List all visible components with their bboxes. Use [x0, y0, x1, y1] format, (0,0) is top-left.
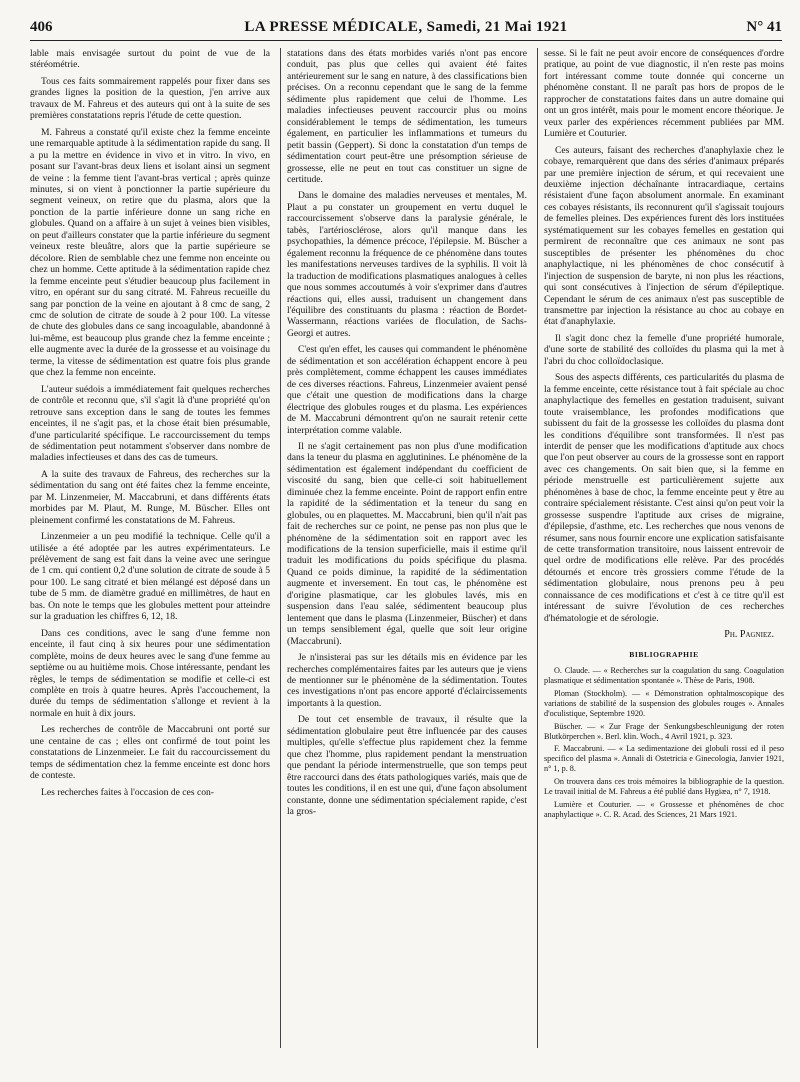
- bibliography-reference: Lumière et Couturier. — « Grossesse et phénomènes de choc anaphylactique ». C. R. Acad. des Sciences, 21 Mars 1921.: [544, 799, 784, 819]
- author-signature: Ph. Pagniez.: [724, 629, 774, 641]
- bibliography-reference: Ploman (Stockholm). — « Démonstration ophtalmoscopique des variations de stabilité de la suspension des globules rouges ». Annales d'oculistique, Septembre 1920.: [544, 688, 784, 718]
- page-header: [30, 18, 782, 41]
- paragraph: Linzenmeier a un peu modifié la technique. Celle qu'il a utilisée a été adoptée par les autres expérimentateurs. Le prélèvement de sang est fait dans la veine avec une seringue de 1 cm. qui contient 0,2 d'une solution de citrate de soude à 5 pour 100. Le sang citraté et bien mélangé est déposé dans un tube de 5 mm. de diamètre gradué en millimètres, de haut en bas. On note le temps que les globules mettent pour atteindre sur la graduation les chiffres 6, 12, 18.: [30, 531, 270, 623]
- paragraph: L'auteur suédois a immédiatement fait quelques recherches de contrôle et reconnu que, s'il s'agit là d'une propriété qu'on retrouve sans exception dans le sang de toutes les femmes enceintes, il ne s'agit pas, et la chose était bien présumable, d'une particularité spécifique. Le raccourcissement du temps de sédimentation peut notamment s'observer dans nombre de maladies infectieuses et dans des cas de tumeurs.: [30, 383, 270, 464]
- text-column-left: [30, 48, 270, 1078]
- page-number: 406: [30, 19, 53, 35]
- bibliography-heading: BIBLIOGRAPHIE: [629, 649, 699, 659]
- paragraph: M. Fahreus a constaté qu'il existe chez la femme enceinte une remarquable aptitude à la sédimentation rapide du sang. Il a pu la mettre en évidence in vivo et in vitro. In vivo, en posant sur l'avant-bras deux liens et isolant ainsi un segment de veine : la femme tient l'avant-bras vertical ; après quinze minutes, si on vient à ponctionner la partie supérieure du segment veineux, on retire que du plasma, alors que la ponction de la partie inférieure donne un sang riche en globules. Quand on a affaire à un sujet à veines bien visibles, on peut d'ailleurs constater que la partie inférieure du segment veineux reste bleuâtre, alors que la partie supérieure se décolore. Rien de semblable chez une femme non enceinte ou chez un homme. Cette aptitude à la sédimentation rapide chez la femme enceinte peut s'étudier beaucoup plus facilement in vitro, en opérant sur du sang citraté. M. Fahreus recueille du sang par ponction de la veine en ajoutant à 8 cmc de sang, 2 cmc de solution de citrate de soude à 2 pour 100. La vitesse de chute des globules dans ce sang incoagulable, abandonné à lui-même, est beaucoup plus grande chez la femme enceinte ; elle augmente avec la durée de la grossesse et au voisinage du terme, la vitesse de sédimentation est quatre fois plus grande que chez la femme non enceinte.: [30, 126, 270, 379]
- paragraph: Il ne s'agit certainement pas non plus d'une modification dans la teneur du plasma en agglutinines. Le phénomène de la sédimentation est également indépendant du coefficient de viscosité du sang, bien que celle-ci soit habituellement diminuée chez la femme enceinte. Point de rapport enfin entre la rapidité de la sédimentation et la teneur du sang en globules, ou en plaquettes. M. Maccabruni, bien qu'il n'ait pas fait de recherches sur ce point, ne pense pas non plus que le phénomène de la sédimentation soit en rapport avec les modifications de la tension superficielle, mais il estime qu'il traduit les modifications du poids spécifique du plasma. Quand ce poids diminue, la rapidité de la sédimentation augmente et inversement. En tout cas, le phénomène est d'origine plasmatique, car les globules lavés, mis en suspension dans l'eau salée, sédimentent beaucoup plus lentement que dans le plasma (Linzenmeier, Büscher) et dans un temps sensiblement égal, quelle que soit leur origine (Maccabruni).: [287, 440, 527, 647]
- bibliography-reference: O. Claude. — « Recherches sur la coagulation du sang. Coagulation plasmatique et sédimentation spontanée ». Thèse de Paris, 1908.: [544, 666, 784, 686]
- text-column-middle: [287, 48, 527, 1078]
- paragraph: Dans ces conditions, avec le sang d'une femme non enceinte, il faut cinq à six heures pour une sédimentation complète, moins de deux heures avec le sang d'une femme au septième ou au huitième mois. Chose intéressante, pendant les règles, le temps de sédimentation se modifie et celle-ci est complète en trois à quatre heures. Après l'accouchement, la durée du temps de sédimentation s'allonge et revient à la normale en huit à dix jours.: [30, 627, 270, 719]
- paragraph: Dans le domaine des maladies nerveuses et mentales, M. Plaut a pu constater un groupement en vertu duquel le raccourcissement s'observe dans la paralysie générale, le tabès, l'artériosclérose, alors qu'il manque dans les psychopathies, la démence précoce, l'épilepsie. M. Büscher a également reconnu la fréquence de ce phénomène dans toutes les manifestations nerveuses tardives de la syphilis. Il voit là la traduction de modifications plasmatiques analogues à celles que nous sommes accoutumés à voir s'exprimer dans d'autres réactions qui, elles aussi, traduisent un changement dans l'équilibre des constituants du plasma : réaction de Bordet-Wassermann, réactions variées de floculation, de Sachs-Georgi et autres.: [287, 190, 527, 339]
- paragraph: Je n'insisterai pas sur les détails mis en évidence par les recherches complémentaires faites par les auteurs que je viens de mentionner sur le phénomène de la sédimentation. Toutes ces investigations n'ont pas encore apporté d'éclaircissements importants à la question.: [287, 652, 527, 709]
- paragraph: Les recherches faites à l'occasion de ces con-: [41, 786, 214, 798]
- column-divider: [280, 48, 281, 1048]
- paragraph: sesse. Si le fait ne peut avoir encore de conséquences d'ordre pratique, au point de vue diagnostic, il n'en reste pas moins fort intéressant comme toute donnée qui concerne un phénomène constant. Il ne paraît pas hors de propos de le rapprocher de constatations faites dans un autre domaine qui ont un gros intérêt, mais pour le moment encore théorique. Je veux parler des expériences récemment publiées par MM. Lumière et Couturier.: [544, 48, 784, 140]
- bibliography-reference: Büscher. — « Zur Frage der Senkungsbeschleunigung der roten Blutkörperchen ». Berl. klin. Woch., 4 Avril 1921, p. 323.: [544, 721, 784, 741]
- paragraph: De tout cet ensemble de travaux, il résulte que la sédimentation globulaire peut être influencée par des causes multiples, qu'elle s'effectue plus rapidement chez la femme que chez l'homme, plus rapidement pendant la menstruation que pendant la période intermenstruelle, que son temps peut être raccourci dans des états pathologiques variés, mais que de toutes les conditions, il en est une qui, d'une façon absolument constante, donne une sédimentation spécialement rapide, c'est la gros-: [287, 714, 527, 817]
- paragraph: statations dans des états morbides variés n'ont pas encore conduit, pas plus que celles qui avaient été faites antérieurement sur le sang en nature, à des classifications bien précises. On a reconnu cependant que le sang de la femme sédimente plus rapidement que celui de l'homme. Les maladies infectieuses peuvent raccourcir plus ou moins considérablement le temps de sédimentation, les tumeurs également, en particulier les inflammations et tumeurs du petit bassin (Geppert). Si donc la constatation d'un temps de sédimentation court peut-être une présomption sérieuse de grossesse, elle ne peut en tout cas constituer un signe de certitude.: [287, 48, 527, 185]
- paragraph: lable mais envisagée surtout du point de vue de la stéréométrie.: [30, 48, 270, 71]
- journal-title: LA PRESSE MÉDICALE, Samedi, 21 Mai 1921: [244, 19, 568, 35]
- paragraph: A la suite des travaux de Fahreus, des recherches sur la sédimentation du sang ont été faites chez la femme enceinte, par M. Linzenmeier, M. Maccabruni, et dans différents états morbides par M. Plaut, M. Runge, M. Büscher. Elles ont pleinement confirmé les constatations de M. Fahreus.: [30, 468, 270, 526]
- bibliography-reference: F. Maccabruni. — « La sedimentazione dei globuli rossi ed il peso specifico del plasma ». Annali di Ostetricia e Ginecologia, Janvier 1921, n° 1, p. 8.: [544, 744, 784, 774]
- paragraph: Les recherches de contrôle de Maccabruni ont porté sur une centaine de cas ; elles ont confirmé de tout point les constatations de Linzenmeier. Le fait du raccourcissement du temps de sédimentation chez la femme enceinte est donc hors de conteste.: [30, 724, 270, 782]
- issue-number: N° 41: [746, 19, 782, 35]
- text-column-right: [544, 48, 784, 1078]
- paragraph: C'est qu'en effet, les causes qui commandent le phénomène de sédimentation et son accélération échappent encore à peu près complètement, comme échappent les causes immédiates de ces diverses réactions. Fahreus, Linzenmeier avaient pensé que c'était une question de modifications dans la charge électrique des globules rouges et du plasma. Les expériences de M. Maccabruni démontrent qu'on ne saurait retenir cette interprétation comme valable.: [287, 344, 527, 436]
- bibliography-note: On trouvera dans ces trois mémoires la bibliographie de la question. Le travail initial de M. Fahreus a été publié dans Hygiæa, n° 7, 1918.: [544, 777, 784, 797]
- paragraph: Tous ces faits sommairement rappelés pour fixer dans ses grandes lignes la position de la question, j'en arrive aux travaux de M. Fahreus et des auteurs qui ont à la suite de ses premières constatations repris l'étude de cette question.: [30, 75, 270, 122]
- paragraph: Il s'agit donc chez la femelle d'une propriété humorale, d'une sorte de stabilité des colloïdes du plasma qui la met à l'abri du choc colloïdoclasique.: [544, 332, 784, 367]
- paragraph: Sous des aspects différents, ces particularités du plasma de la femme enceinte, cette résistance tout à fait spéciale au choc anaphylactique des femelles en gestation traduisent, suivant toute vraisemblance, les profondes modifications que subissent du fait de la grossesse les colloïdes du plasma dont les conditions d'équilibre sont transformées. Il n'est pas interdit de penser que les modifications d'aptitude aux chocs que l'on peut observer au cours de la grossesse sont en rapport avec ces changements. On sait bien que, si la femme en période menstruelle est particulièrement sujette aux phénomènes à base de choc, la femme enceinte peut y être au contraire spécialement résistante. C'est ainsi qu'on peut voir la grossesse suspendre l'aptitude aux crises de migraine, d'épilepsie, d'asthme, etc. Les recherches que nous venons de résumer, sans nous fournir encore une explication satisfaisante de cette transformation transitoire, nous laissent entrevoir de quel ordre de modifications elle relève. Par des procédés détournés et encore très grossiers comme l'étude de la sédimentation globulaire, nous prenons peu à peu connaissance de ces modifications et c'est à ce titre qu'il est intéressant de suivre l'évolution de ces recherches d'hématologie et de sérologie.: [544, 372, 784, 624]
- paragraph: Ces auteurs, faisant des recherches d'anaphylaxie chez le cobaye, remarquèrent que dans des séries d'animaux préparés par une première injection de sérum, et qui recevaient une deuxième injection déchaînante intracardiaque, certains résistaient d'une façon absolument anormale. En examinant ces cobayes résistants, ils reconnurent qu'il s'agissait toujours de femelles pleines. Des expériences furent dès lors instituées systématiquement sur les cobayes femelles en gestation qui permirent de reconnaître que ces animaux ne sont pas susceptibles de présenter les phénomènes du choc anaphylactique, ni les phénomènes de choc consécutif à l'injection de suspension de baryte, ni non plus les réactions, qui sont consécutives à l'injection de sérum d'épileptique. Cependant le sérum de ces animaux n'est pas susceptible de transmettre par injection la résistance au choc au cobaye en état d'anaphylaxie.: [544, 144, 784, 328]
- column-divider: [537, 48, 538, 1048]
